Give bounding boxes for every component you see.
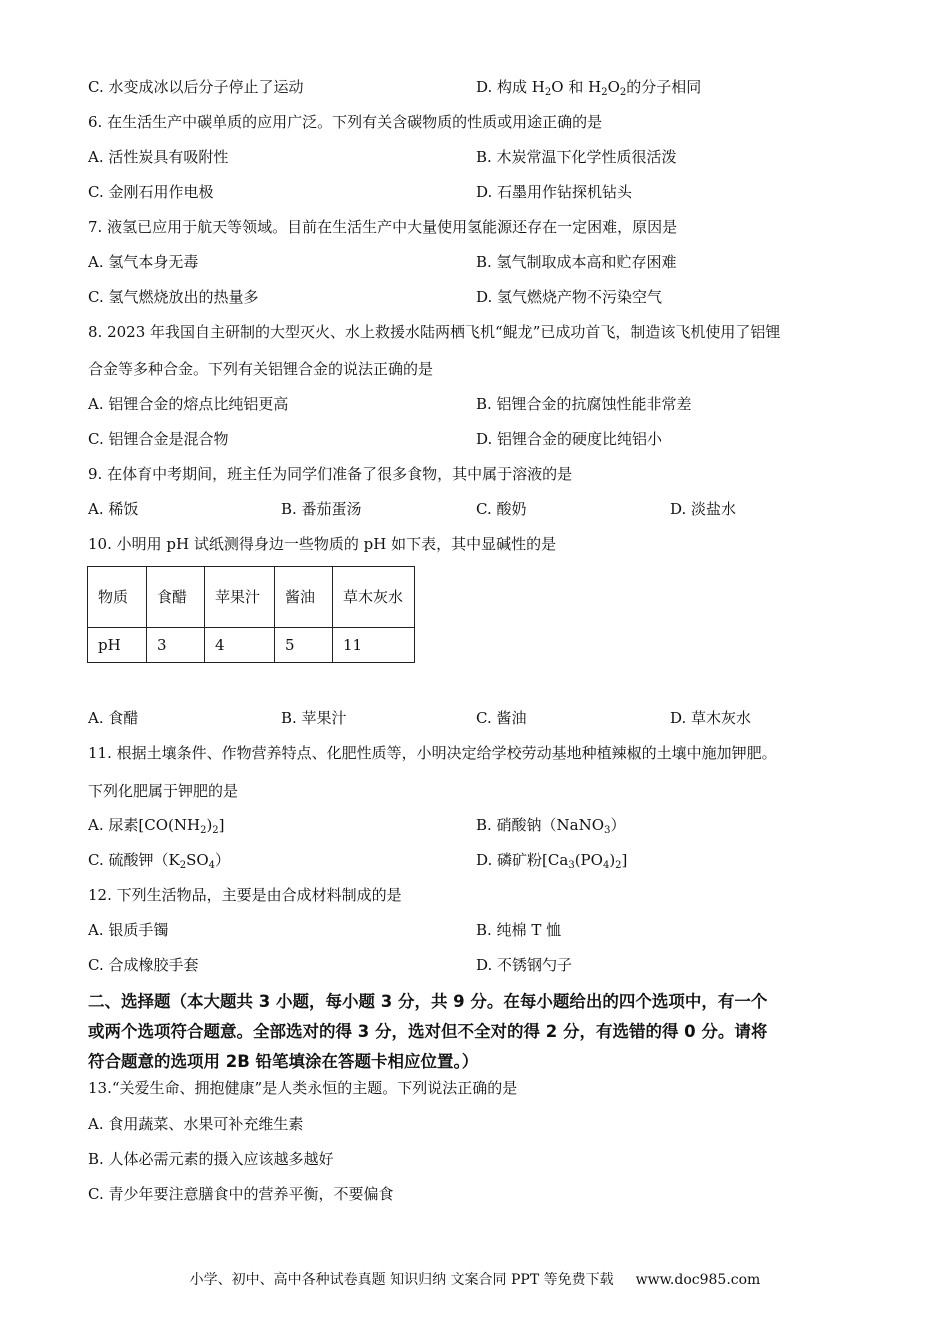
q11-option-a — [88, 815, 225, 835]
q5-d-text: 的分子相同 — [626, 78, 702, 96]
q13-option-a: A. 食用蔬菜、水果可补充维生素 — [88, 1115, 304, 1133]
q11-c-text: C. 硫酸钾（K — [88, 851, 180, 869]
footer-url[interactable]: www.doc985.com — [635, 1272, 761, 1288]
q9-option-a: A. 稀饭 — [88, 500, 139, 518]
section-2-line: 或两个选项符合题意。全部选对的得 3 分，选对但不全对的得 2 分，有选错的得 0 分。请将 — [88, 1022, 768, 1041]
q11-c-text: SO — [186, 851, 209, 869]
ph-table-cell: 物质 — [88, 567, 147, 628]
q12-option-b: B. 纯棉 T 恤 — [476, 921, 562, 939]
q6-option-d: D. 石墨用作钻探机钻头 — [476, 183, 633, 201]
ph-table — [87, 566, 415, 663]
q6-option-c: C. 金刚石用作电极 — [88, 183, 214, 201]
q8-option-d: D. 铝锂合金的硬度比纯铝小 — [476, 430, 663, 448]
q11-a-sub: 2 — [200, 825, 207, 836]
q11-option-d — [476, 850, 627, 870]
ph-table-cell: 5 — [275, 628, 333, 663]
q12-option-d: D. 不锈钢勺子 — [476, 956, 573, 974]
section-2-line: 二、选择题（本大题共 3 小题，每小题 3 分，共 9 分。在每小题给出的四个选项中，有一个 — [88, 992, 768, 1011]
q8-option-a: A. 铝锂合金的熔点比纯铝更高 — [88, 395, 289, 413]
q11-d-sub: 2 — [615, 860, 622, 871]
ph-table-cell: 3 — [147, 628, 205, 663]
ph-table-cell: pH — [88, 628, 147, 663]
q11-d-text: (PO — [574, 851, 603, 869]
section-2-line: 符合题意的选项用 2B 铅笔填涂在答题卡相应位置。） — [88, 1052, 479, 1071]
q12-option-a: A. 银质手镯 — [88, 921, 169, 939]
q5-d-sub: 2 — [601, 87, 608, 98]
q9-option-d: D. 淡盐水 — [670, 500, 737, 518]
q10-option-b: B. 苹果汁 — [281, 709, 347, 727]
q11-d-text: D. 磷矿粉[Ca — [476, 851, 569, 869]
q12-option-c: C. 合成橡胶手套 — [88, 956, 199, 974]
ph-table-header-row — [88, 567, 415, 628]
ph-table-cell: 苹果汁 — [205, 567, 275, 628]
q8-stem-line2: 合金等多种合金。下列有关铝锂合金的说法正确的是 — [88, 360, 434, 378]
q11-d-text: ) — [609, 851, 616, 869]
q5-d-sub: 2 — [544, 87, 552, 98]
q10-option-a: A. 食醋 — [88, 709, 139, 727]
q6-option-b: B. 木炭常温下化学性质很活泼 — [476, 148, 677, 166]
q5-d-text: O — [607, 78, 620, 96]
q8-option-c: C. 铝锂合金是混合物 — [88, 430, 229, 448]
page-footer — [0, 1270, 950, 1290]
q8-option-b: B. 铝锂合金的抗腐蚀性能非常差 — [476, 395, 692, 413]
ph-table-cell: 草木灰水 — [333, 567, 415, 628]
q5-d-text: D. 构成 H — [476, 78, 545, 96]
ph-table-cell: 酱油 — [275, 567, 333, 628]
q12-stem: 12. 下列生活物品，主要是由合成材料制成的是 — [88, 886, 402, 904]
q9-option-b: B. 番茄蛋汤 — [281, 500, 362, 518]
q11-a-text: A. 尿素[CO(NH — [88, 816, 201, 834]
q11-a-text: ] — [218, 816, 225, 834]
q7-option-b: B. 氢气制取成本高和贮存困难 — [476, 253, 677, 271]
q7-stem: 7. 液氢已应用于航天等领域。目前在生活生产中大量使用氢能源还存在一定困难，原因是 — [88, 218, 678, 236]
q11-stem-line1: 11. 根据土壤条件、作物营养特点、化肥性质等，小明决定给学校劳动基地种植辣椒的土壤中施加钾肥。 — [88, 744, 777, 762]
q11-option-b — [476, 815, 625, 835]
ph-table-cell: 11 — [333, 628, 415, 663]
q13-option-b: B. 人体必需元素的摄入应该越多越好 — [88, 1150, 334, 1168]
q11-b-text: ） — [610, 816, 626, 834]
q11-option-c — [88, 850, 230, 870]
q11-d-text: ] — [621, 851, 628, 869]
section-2-heading — [88, 987, 868, 1077]
q11-a-sub: 2 — [212, 825, 219, 836]
q7-option-c: C. 氢气燃烧放出的热量多 — [88, 288, 259, 306]
q13-option-c: C. 青少年要注意膳食中的营养平衡，不要偏食 — [88, 1185, 394, 1203]
q5-d-text: O 和 H — [551, 78, 602, 96]
q10-stem: 10. 小明用 pH 试纸测得身边一些物质的 pH 如下表，其中显碱性的是 — [88, 535, 557, 553]
ph-table-cell: 4 — [205, 628, 275, 663]
q5-option-c: C. 水变成冰以后分子停止了运动 — [88, 78, 304, 96]
q7-option-d: D. 氢气燃烧产物不污染空气 — [476, 288, 663, 306]
q11-a-text: ) — [206, 816, 213, 834]
q9-stem: 9. 在体育中考期间，班主任为同学们准备了很多食物，其中属于溶液的是 — [88, 465, 573, 483]
q11-c-text: ） — [215, 851, 231, 869]
q11-d-sub: 4 — [602, 860, 610, 871]
q9-option-c: C. 酸奶 — [476, 500, 527, 518]
q6-stem: 6. 在生活生产中碳单质的应用广泛。下列有关含碳物质的性质或用途正确的是 — [88, 113, 603, 131]
q11-stem-line2: 下列化肥属于钾肥的是 — [88, 782, 239, 800]
ph-table-cell: 食醋 — [147, 567, 205, 628]
q5-d-sub: 2 — [619, 87, 627, 98]
q11-b-text: B. 硝酸钠（NaNO — [476, 816, 605, 834]
footer-text: 小学、初中、高中各种试卷真题 知识归纳 文案合同 PPT 等免费下载 — [189, 1272, 614, 1288]
q11-c-sub: 2 — [179, 860, 187, 871]
q6-option-a: A. 活性炭具有吸附性 — [88, 148, 229, 166]
q10-option-d: D. 草木灰水 — [670, 709, 752, 727]
q10-option-c: C. 酱油 — [476, 709, 527, 727]
q13-stem: 13.“关爱生命、拥抱健康”是人类永恒的主题。下列说法正确的是 — [88, 1079, 518, 1097]
ph-table-data-row — [88, 628, 415, 663]
q11-d-sub: 3 — [568, 860, 575, 871]
q8-stem-line1: 8. 2023 年我国自主研制的大型灭火、水上救援水陆两栖飞机“鲲龙”已成功首飞，制造该飞机使用了铝锂 — [88, 323, 781, 341]
q7-option-a: A. 氢气本身无毒 — [88, 253, 199, 271]
q5-option-d — [476, 77, 701, 97]
q11-b-sub: 3 — [604, 825, 611, 836]
q11-c-sub: 4 — [208, 860, 216, 871]
